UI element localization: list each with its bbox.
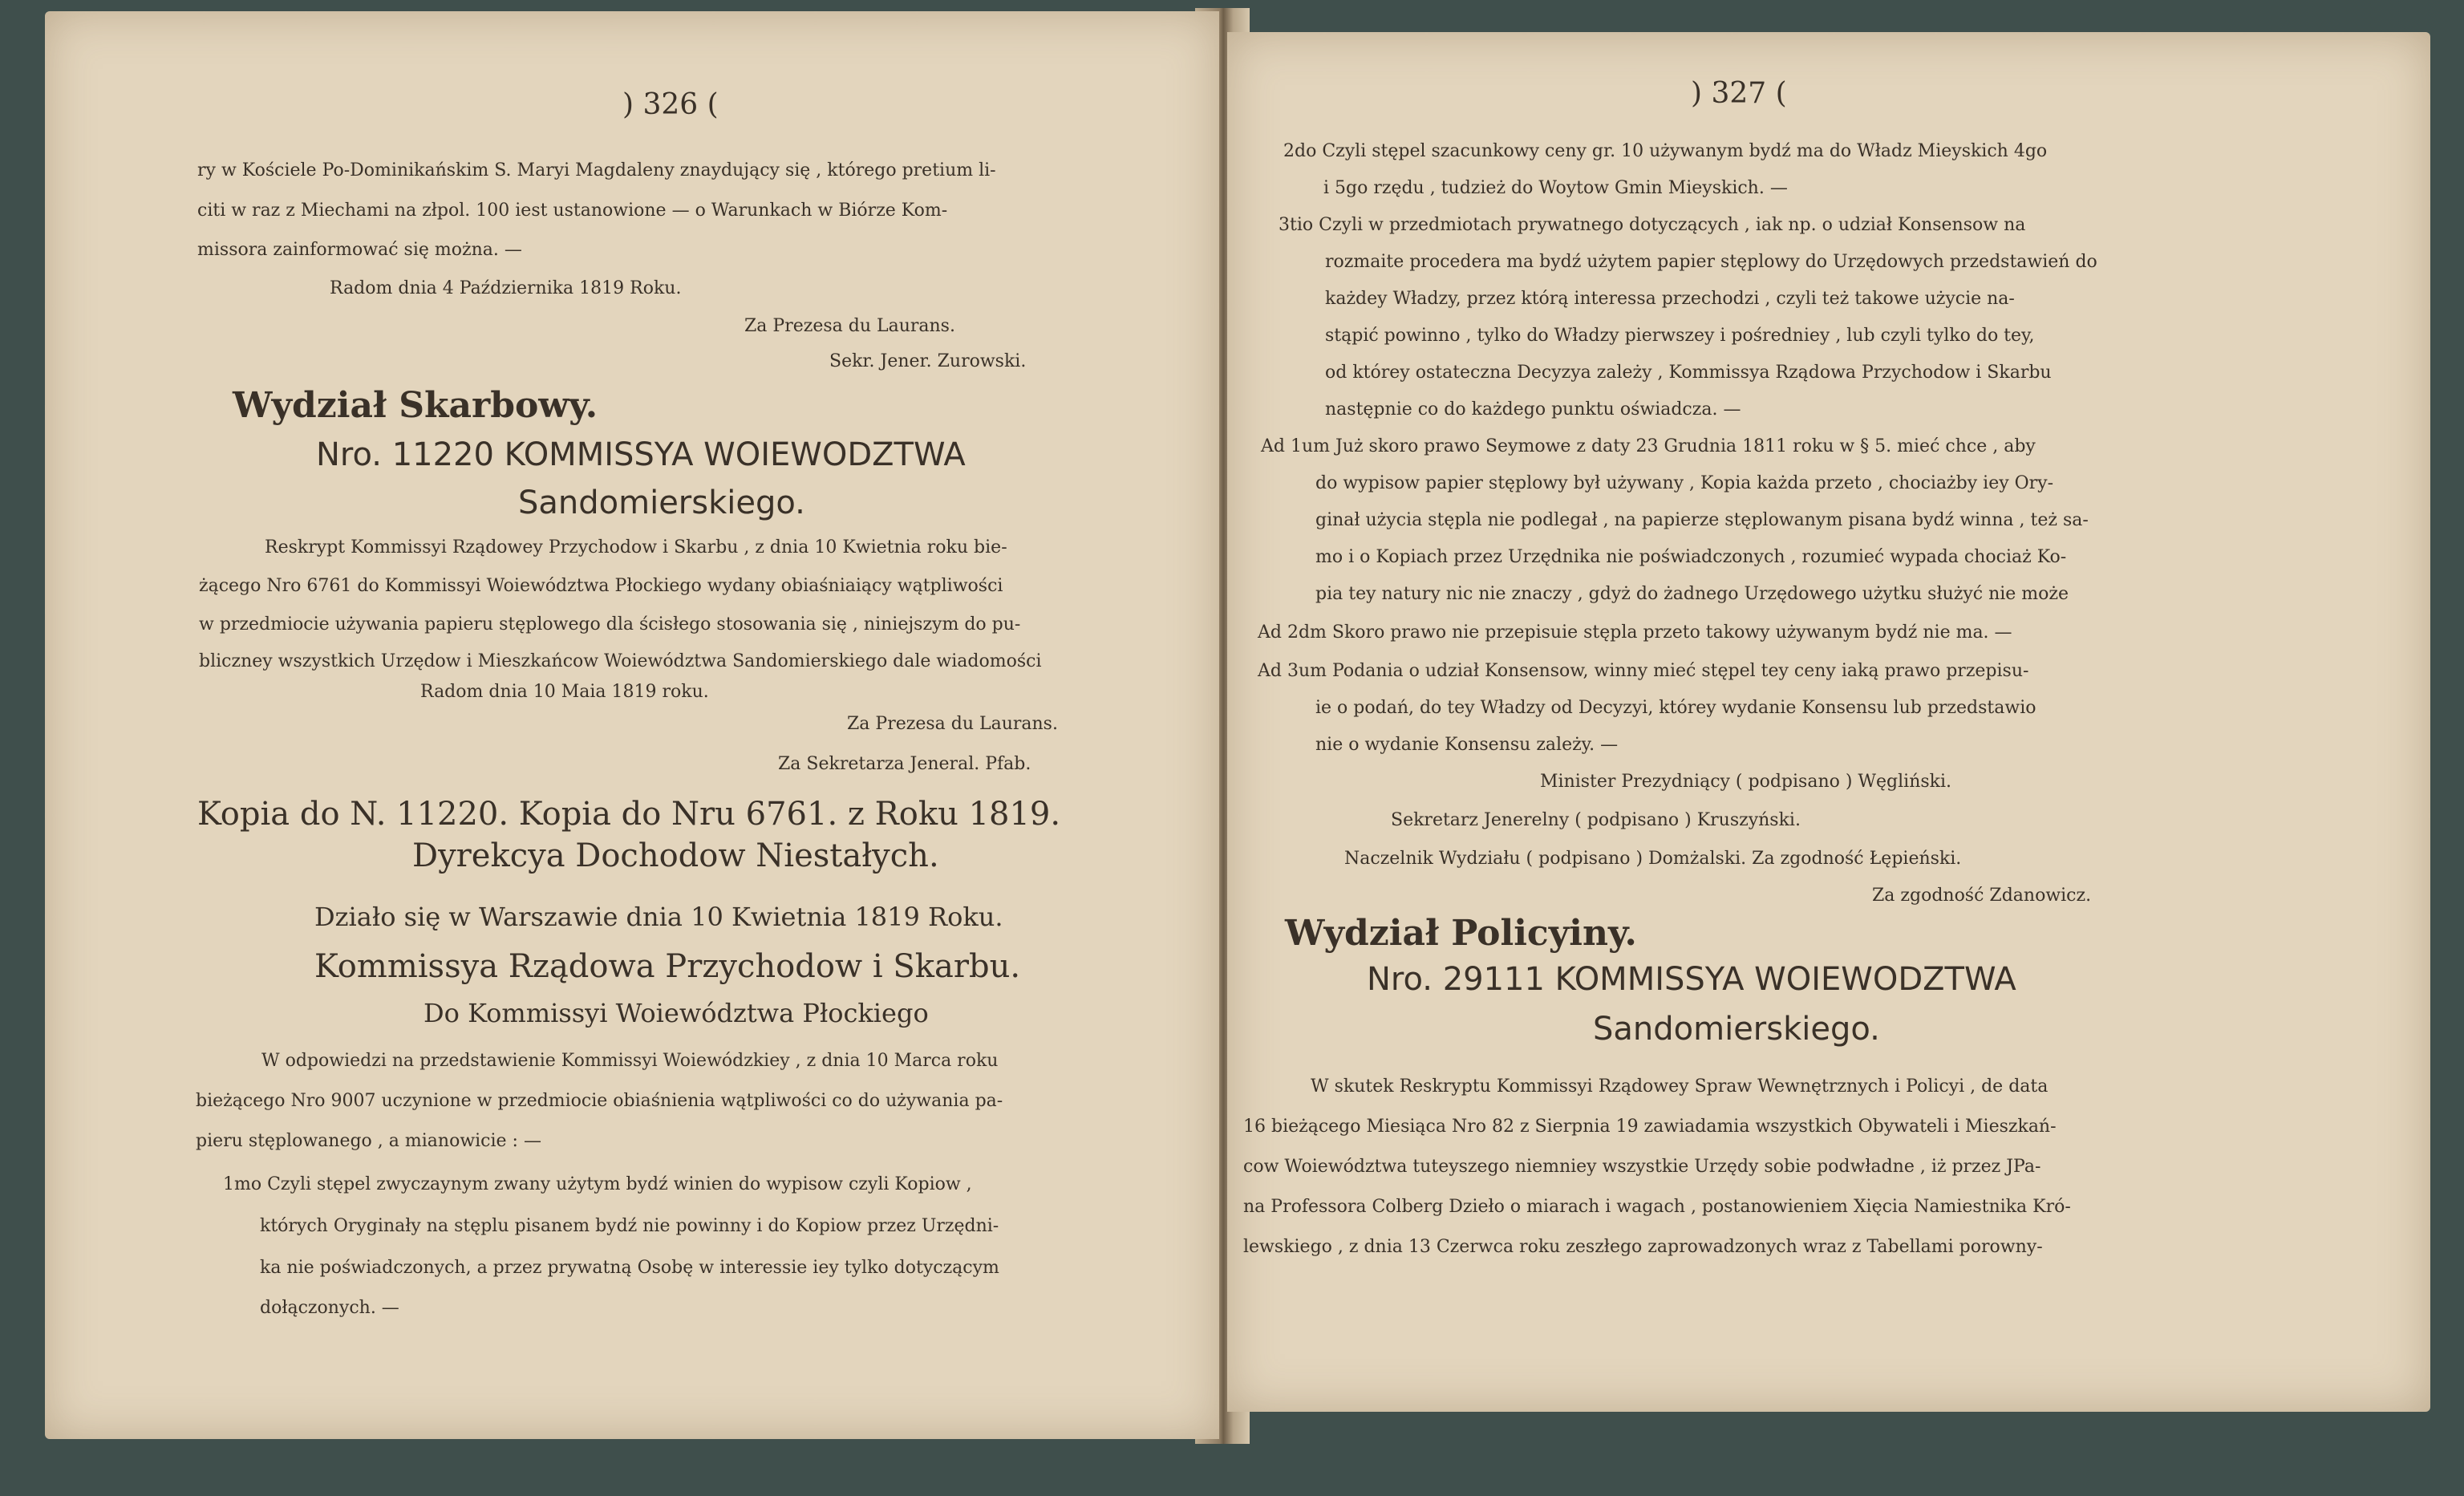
signature-line: Za zgodność Zdanowicz. (1872, 886, 2092, 906)
text-line: mo i o Kopiach przez Urzędnika nie poświadczonych , rozumieć wypada chociaż Ko- (1315, 547, 2067, 567)
text-line: każdey Władzy, przez którą interessa przechodzi , czyli też takowe użycie na- (1325, 289, 2015, 309)
kopia-heading: Kopia do N. 11220. Kopia do Nru 6761. z Roku 1819. (197, 796, 1061, 833)
text-line: 2do Czyli stępel szacunkowy ceny gr. 10 używanym bydź ma do Władz Mieyskich 4go (1283, 141, 2048, 161)
text-line: citi w raz z Miechami na złpol. 100 iest ustanowione — o Warunkach w Biórze Kom- (197, 201, 948, 221)
signature-line: Naczelnik Wydziału ( podpisano ) Domżalski. Za zgodność Łępieński. (1344, 849, 1962, 869)
right-page (1227, 32, 2430, 1412)
dyrekcya-heading: Dyrekcya Dochodow Niestałych. (412, 837, 939, 874)
text-line: bliczney wszystkich Urzędow i Mieszkańcow Woiewództwa Sandomierskiego dale wiadomości (199, 651, 1042, 671)
text-line: bieżącego Nro 9007 uczynione w przedmiocie obiaśnienia wątpliwości co do używania pa- (196, 1091, 1003, 1111)
text-line: nie o wydanie Konsensu zależy. — (1315, 735, 1619, 755)
addressee-line: Do Kommissyi Woiewództwa Płockiego (424, 998, 929, 1028)
date-line: Radom dnia 4 Października 1819 Roku. (330, 278, 682, 298)
text-line: pia tey natury nic nie znaczy , gdyż do żadnego Urzędowego użytku służyć nie może (1315, 584, 2069, 604)
signature-line: Sekr. Jener. Zurowski. (829, 351, 1027, 371)
number-heading: Nro. 29111 KOMMISSYA WOIEWODZTWA (1367, 961, 2016, 998)
department-heading: Wydział Policyiny. (1285, 913, 1637, 954)
dzialo-line: Działo się w Warszawie dnia 10 Kwietnia 1819 Roku. (314, 902, 1003, 932)
text-line: missora zainformować się można. — (197, 240, 522, 260)
text-line: Ad 1um Już skoro prawo Seymowe z daty 23 Grudnia 1811 roku w § 5. mieć chce , aby (1261, 436, 2036, 456)
text-line: pieru stęplowanego , a mianowicie : — (196, 1131, 541, 1151)
text-line: ie o podań, do tey Władzy od Decyzyi, którey wydanie Konsensu lub przedstawio (1315, 698, 2036, 718)
text-line: od którey ostateczna Decyzya zależy , Kommissya Rządowa Przychodow i Skarbu (1325, 363, 2052, 383)
text-line: ginał użycia stępla nie podlegał , na papierze stęplowanym pisana bydź winna , też sa- (1315, 510, 2089, 530)
text-line: W odpowiedzi na przedstawienie Kommissyi Woiewódzkiey , z dnia 10 Marca roku (261, 1051, 999, 1071)
signature-line: Za Sekretarza Jeneral. Pfab. (778, 754, 1031, 774)
text-line: W skutek Reskryptu Kommissyi Rządowey Spraw Wewnętrznych i Policyi , de data (1311, 1076, 2049, 1097)
signature-line: Za Prezesa du Laurans. (847, 714, 1058, 734)
text-line: ry w Kościele Po-Dominikańskim S. Maryi Magdaleny znaydujący się , którego pretium li- (197, 160, 996, 180)
text-line: cow Woiewództwa tuteyszego niemniey wszystkie Urzędy sobie podwładne , iż przez JPa- (1243, 1157, 2041, 1177)
page-number: ) 326 ( (622, 88, 719, 121)
signature-line: Sekretarz Jenerelny ( podpisano ) Kruszyński. (1391, 810, 1801, 830)
text-line: do wypisow papier stęplowy był używany , Kopia każda przeto , chociażby iey Ory- (1315, 473, 2054, 493)
sub-heading: Sandomierskiego. (518, 484, 805, 521)
page-number: ) 327 ( (1691, 77, 1787, 110)
text-line: Reskrypt Kommissyi Rządowey Przychodow i Skarbu , z dnia 10 Kwietnia roku bie- (265, 537, 1007, 557)
signature-line: Minister Prezydniący ( podpisano ) Węgliński. (1540, 772, 1952, 792)
text-line: ka nie poświadczonych, a przez prywatną Osobę w interessie iey tylko dotyczącym (260, 1258, 999, 1278)
text-line: 16 bieżącego Miesiąca Nro 82 z Sierpnia 19 zawiadamia wszystkich Obywateli i Mieszkań- (1243, 1117, 2057, 1137)
text-line: Ad 3um Podania o udział Konsensow, winny mieć stępel tey ceny iaką prawo przepisu- (1258, 661, 2029, 681)
text-line: rozmaite procedera ma bydź użytem papier stęplowy do Urzędowych przedstawień do (1325, 252, 2097, 272)
text-line: dołączonych. — (260, 1298, 399, 1318)
text-line: których Oryginały na stęplu pisanem bydź nie powinny i do Kopiow przez Urzędni- (260, 1216, 999, 1236)
text-line: żącego Nro 6761 do Kommissyi Woiewództwa Płockiego wydany obiaśniaiący wątpliwości (199, 576, 1003, 596)
sub-heading: Sandomierskiego. (1593, 1011, 1880, 1048)
text-line: lewskiego , z dnia 13 Czerwca roku zeszłego zaprowadzonych wraz z Tabellami porowny- (1243, 1237, 2043, 1257)
text-line: na Professora Colberg Dzieło o miarach i wagach , postanowieniem Xięcia Namiestnika Kró- (1243, 1197, 2071, 1217)
signature-line: Za Prezesa du Laurans. (744, 316, 955, 336)
text-line: 1mo Czyli stępel zwyczaynym zwany użytym bydź winien do wypisow czyli Kopiow , (223, 1174, 972, 1194)
left-page (45, 11, 1219, 1439)
text-line: Ad 2dm Skoro prawo nie przepisuie stępla przeto takowy używanym bydź nie ma. — (1258, 622, 2012, 643)
number-heading: Nro. 11220 KOMMISSYA WOIEWODZTWA (316, 436, 966, 473)
text-line: i 5go rzędu , tudzież do Woytow Gmin Mieyskich. — (1323, 178, 1788, 198)
text-line: w przedmiocie używania papieru stęplowego dla ścisłego stosowania się , niniejszym do pu- (199, 614, 1021, 634)
kommissya-heading: Kommissya Rządowa Przychodow i Skarbu. (314, 948, 1021, 985)
text-line: 3tio Czyli w przedmiotach prywatnego dotyczących , iak np. o udział Konsensow na (1279, 215, 2026, 235)
date-line: Radom dnia 10 Maia 1819 roku. (420, 682, 709, 702)
department-heading: Wydział Skarbowy. (233, 385, 598, 426)
text-line: następnie co do każdego punktu oświadcza. — (1325, 399, 1741, 420)
text-line: stąpić powinno , tylko do Władzy pierwszey i pośredniey , lub czyli tylko do tey, (1325, 326, 2035, 346)
